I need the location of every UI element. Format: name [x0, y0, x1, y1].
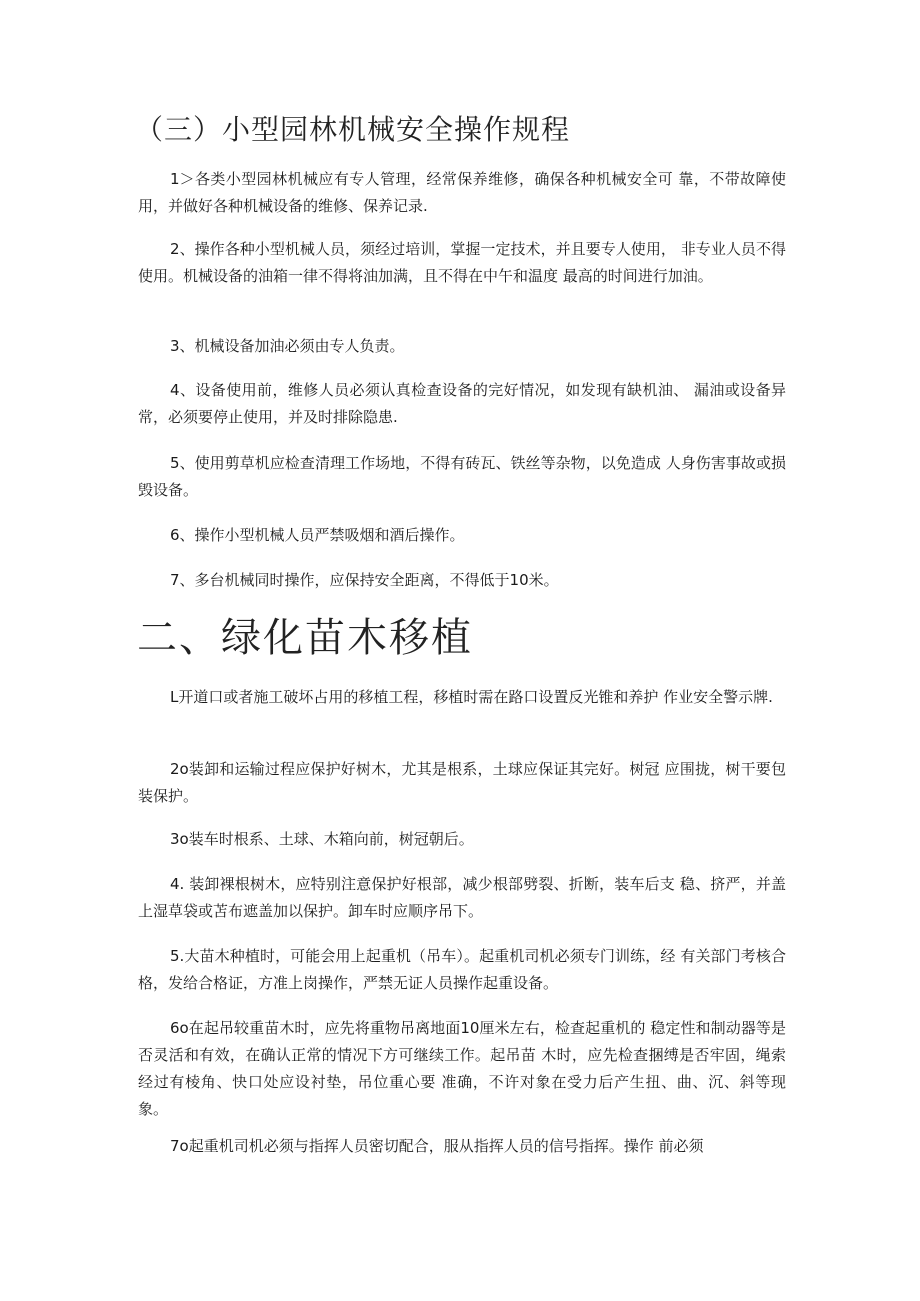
- paragraph-item-6: 6、操作小型机械人员严禁吸烟和酒后操作。: [170, 526, 465, 544]
- transplant-item-1: L开道口或者施工破坏占用的移植工程，移植时需在路口设置反光锥和养护 作业安全警示牌.: [170, 688, 773, 706]
- paragraph-item-4: 4、设备使用前，维修人员必须认真检查设备的完好情况，如发现有缺机油、 漏油或设备异常，必须要停止使用，并及时排除隐患.: [138, 381, 786, 426]
- transplant-item-3: 3o装车时根系、土球、木箱向前，树冠朝后。: [170, 830, 474, 848]
- section-heading-small-machines: （三）小型园林机械安全操作规程: [135, 113, 571, 146]
- transplant-item-4: 4. 装卸裸根树木，应特别注意保护好根部，减少根部劈裂、折断，装车后支 稳、挤严，并盖上湿草袋或苫布遮盖加以保护。卸车时应顺序吊下。: [138, 875, 786, 920]
- paragraph-item-3: 3、机械设备加油必须由专人负责。: [170, 337, 405, 355]
- paragraph-item-2: 2、操作各种小型机械人员，须经过培训，掌握一定技术，并且要专人使用， 非专业人员不得使用。机械设备的油箱一律不得将油加满，且不得在中午和温度 最高的时间进行加油。: [138, 240, 786, 285]
- paragraph-item-7: 7、多台机械同时操作，应保持安全距离，不得低于10米。: [170, 571, 559, 589]
- section-heading-transplant: 二、绿化苗木移植: [137, 615, 473, 661]
- paragraph-item-5: 5、使用剪草机应检查清理工作场地，不得有砖瓦、铁丝等杂物，以免造成 人身伤害事故或损毁设备。: [138, 454, 786, 499]
- transplant-item-2: 2o装卸和运输过程应保护好树木，尤其是根系，土球应保证其完好。树冠 应围拢，树干要包装保护。: [138, 760, 786, 805]
- transplant-item-7: 7o起重机司机必须与指挥人员密切配合，服从指挥人员的信号指挥。操作 前必须: [170, 1137, 704, 1155]
- paragraph-item-1: 1＞各类小型园林机械应有专人管理，经常保养维修，确保各种机械安全可 靠，不带故障使用，并做好各种机械设备的维修、保养记录.: [138, 170, 786, 215]
- transplant-item-6: 6o在起吊较重苗木时，应先将重物吊离地面10厘米左右，检查起重机的 稳定性和制动器等是否灵活和有效，在确认正常的情况下方可继续工作。起吊苗 木时，应先检查捆缚是否牢固，绳索经过有棱角、快口处应设衬垫，吊位重心要 准确，不许对象在受力后产生扭、曲、沉、斜等现象。: [138, 1019, 786, 1118]
- transplant-item-5: 5.大苗木种植时，可能会用上起重机（吊车）。起重机司机必须专门训练，经 有关部门考核合格，发给合格证，方准上岗操作，严禁无证人员操作起重设备。: [138, 947, 786, 992]
